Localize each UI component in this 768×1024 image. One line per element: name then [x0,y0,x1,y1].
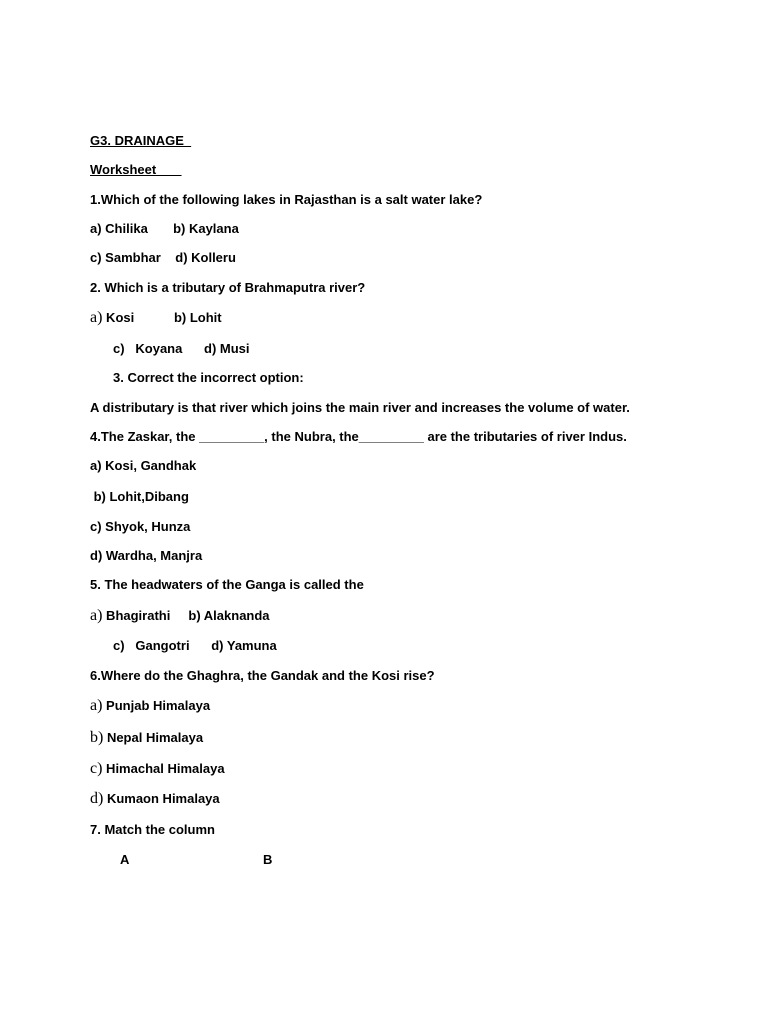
q2-options-ab-text: Kosi b) Lohit [102,310,222,325]
q6-option-b-marker: b) [90,729,104,746]
q6-option-b-text: Nepal Himalaya [103,730,204,745]
q3-heading: 3. Correct the incorrect option: [113,370,304,385]
doc-title: G3. DRAINAGE [90,133,192,148]
q2-question: 2. Which is a tributary of Brahmaputra river? [90,280,366,295]
q1-options-cd: c) Sambhar d) Kolleru [90,250,236,265]
q4-question: 4.The Zaskar, the _________, the Nubra, the_________ are the tributaries of river Indus. [90,429,627,444]
q5-options-ab-text: Bhagirathi b) Alaknanda [102,608,270,623]
q6-option-d-text: Kumaon Himalaya [103,791,220,806]
q6-option-a-marker: a) [90,697,103,714]
q7-heading: 7. Match the column [90,822,215,837]
q6-option-c-marker: c) [90,760,103,777]
q5-question: 5. The headwaters of the Ganga is called the [90,577,364,592]
q7-column-a-header: A [120,852,130,867]
q6-option-a-text: Punjab Himalaya [102,698,211,713]
q4-option-a: a) Kosi, Gandhak [90,458,197,473]
q4-option-d: d) Wardha, Manjra [90,548,203,563]
q6-option-b [90,730,203,746]
q6-option-c-text: Himachal Himalaya [102,761,225,776]
q3-statement: A distributary is that river which joins the main river and increases the volume of water. [90,400,630,415]
q7-column-b-header: B [263,852,273,867]
q1-question: 1.Which of the following lakes in Rajasthan is a salt water lake? [90,192,483,207]
q5-options-cd: c) Gangotri d) Yamuna [113,638,277,653]
q2-options-ab [90,310,222,326]
q2-options-cd: c) Koyana d) Musi [113,341,250,356]
q6-question: 6.Where do the Ghaghra, the Gandak and the Kosi rise? [90,668,435,683]
q6-option-c [90,761,225,777]
q5-options-ab [90,608,270,624]
q4-option-c: c) Shyok, Hunza [90,519,191,534]
q6-option-a [90,698,210,714]
doc-subtitle: Worksheet [90,162,182,177]
q5-option-a-marker: a) [90,607,103,624]
q2-option-a-marker: a) [90,309,103,326]
q4-option-b: b) Lohit,Dibang [90,489,189,504]
q1-options-ab: a) Chilika b) Kaylana [90,221,239,236]
q6-option-d [90,791,220,807]
q6-option-d-marker: d) [90,790,104,807]
